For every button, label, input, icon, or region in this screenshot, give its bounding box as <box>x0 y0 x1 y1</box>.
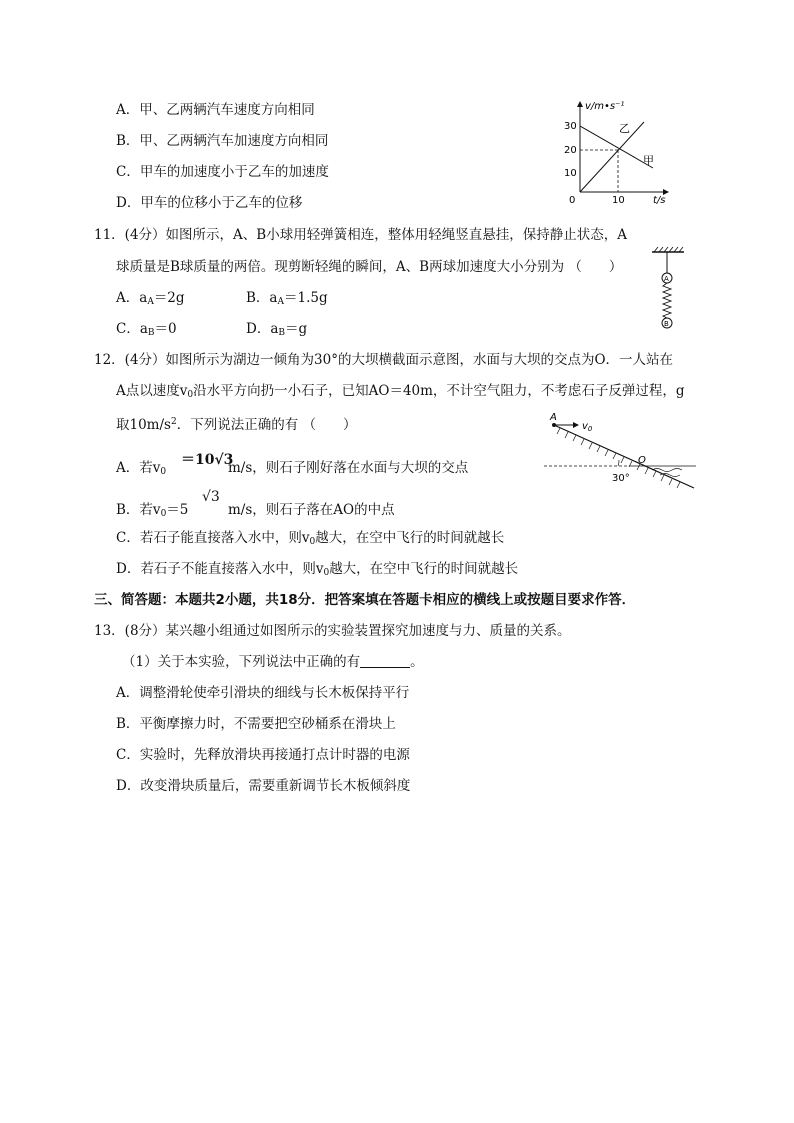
q10-option-a: A．甲、乙两辆汽车速度方向相同 <box>116 102 315 118</box>
q13-option-a: A．调整滑轮使牵引滑块的细线与长木板保持平行 <box>116 685 410 701</box>
q13-option-b: B．平衡摩擦力时，不需要把空砂桶系在滑块上 <box>116 716 396 732</box>
q13-answer-blank <box>360 654 410 668</box>
q11-option-d: D．$a_B=g$ <box>246 321 308 338</box>
q10-option-d: D．甲车的位移小于乙车的位移 <box>116 195 303 211</box>
ball-a-label: A <box>664 275 669 283</box>
label-yi: 乙 <box>619 122 630 135</box>
q12-stem-line1: 12．(4分）如图所示为湖边一倾角为30°的大坝横截面示意图，水面与大坝的交点为O．一人站在 <box>94 352 674 368</box>
q13-option-d: D．改变滑块质量后，需要重新调节长木板倾斜度 <box>116 778 411 794</box>
y-tick-10: 10 <box>564 168 577 179</box>
q12-stem-line2: A点以速度$v_0$沿水平方向扔一小石子，已知AO＝40m，不计空气阻力，不考虑石子反弹过程，g <box>116 383 685 400</box>
q12-option-b-pre: B．若$v_0=5$ <box>116 502 189 519</box>
ball-b-label: B <box>664 320 669 328</box>
q13-stem: 13．(8分）某兴趣小组通过如图所示的实验装置探究加速度与力、质量的关系。 <box>94 623 571 639</box>
q10-vt-graph <box>556 96 676 208</box>
q10-option-c: C．甲车的加速度小于乙车的加速度 <box>116 164 329 180</box>
q12-option-b-post: m/s，则石子落在AO的中点 <box>228 502 395 518</box>
q13-sub1: （1）关于本实验，下列说法中正确的有 。 <box>122 654 424 670</box>
x-axis-label: t/s <box>653 195 666 206</box>
q11-stem-line2: 球质量是B球质量的两倍。现剪断轻绳的瞬间，A、B两球加速度大小分别为 （ ） <box>116 259 623 275</box>
y-tick-20: 20 <box>564 145 577 156</box>
y-axis-label: v/m•s⁻¹ <box>585 101 625 112</box>
label-a: A <box>550 412 557 423</box>
q11-option-b: B．$a_A=1.5g$ <box>246 290 328 307</box>
q11-option-a: A．$a_A=2g$ <box>116 290 185 307</box>
q12-option-c: C．若石子能直接落入水中，则$v_0$越大，在空中飞行的时间就越长 <box>116 530 505 547</box>
q11-stem-line1: 11．(4分）如图所示，A、B小球用轻弹簧相连，整体用轻绳竖直悬挂，保持静止状态，A <box>94 227 627 243</box>
angle-arc <box>618 460 619 466</box>
q13-option-c: C．实验时，先释放滑块再接通打点计时器的电源 <box>116 747 410 763</box>
q11-option-c: C．$a_B=0$ <box>116 321 177 338</box>
origin-label: 0 <box>569 195 576 206</box>
q12-option-a-post: m/s，则石子刚好落在水面与大坝的交点 <box>228 460 469 476</box>
q12-option-b-root: √3 <box>202 489 220 505</box>
label-v0: $v_0$ <box>582 421 593 433</box>
q10-option-b: B．甲、乙两辆汽车加速度方向相同 <box>116 133 329 149</box>
label-jia: 甲 <box>643 154 654 167</box>
q12-stem-line3: 取$10m/s^2$．下列说法正确的有 （ ） <box>116 417 357 433</box>
label-angle: 30° <box>612 473 630 484</box>
spring <box>663 283 671 318</box>
q12-option-a-pre: A．若$v_0$ <box>116 460 167 477</box>
q11-spring-figure <box>648 246 688 332</box>
section-3-header: 三、简答题：本题共2小题，共18分．把答案填在答题卡相应的横线上或按题目要求作答． <box>94 592 636 608</box>
y-tick-30: 30 <box>564 121 577 132</box>
q12-option-a-value: ＝10√3 <box>181 452 234 468</box>
x-tick-10: 10 <box>612 195 625 206</box>
q12-option-d: D．若石子不能直接落入水中，则$v_0$越大，在空中飞行的时间就越长 <box>116 561 519 578</box>
label-o: O <box>638 455 646 466</box>
q12-dam-figure <box>542 408 698 490</box>
